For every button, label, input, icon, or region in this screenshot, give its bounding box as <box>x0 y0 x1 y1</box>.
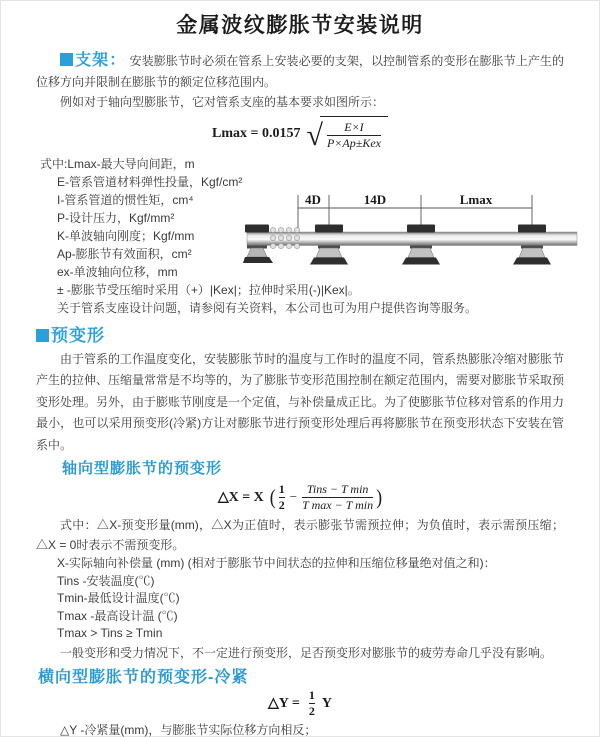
blue-square-icon <box>60 53 73 66</box>
definition-line: E-管系管道材料弹性投量，Kgf/cm² <box>57 174 243 189</box>
pipe-support-diagram <box>243 188 595 290</box>
variable-line: Tmin-最低设计温度(℃) <box>57 591 180 605</box>
lateral-note: △Y -冷紧量(mm)，与膨胀节实际位移方向相反； <box>60 722 317 737</box>
dim-label-14d: 14D <box>363 192 387 207</box>
delta-y-formula <box>0 690 600 718</box>
definition-line: I-管系管道的惯性矩，cm⁴ <box>57 192 194 207</box>
definition-line: P-设计压力，Kgf/mm² <box>57 210 175 225</box>
definition-line: ex-单波轴向位移，mm <box>57 264 178 279</box>
support-section-heading <box>60 52 126 69</box>
variable-line: X-实际轴向补偿量 (mm) (相对于膨胀节中间状态的拉伸和压缩位移量绝对值之和)： <box>57 556 496 570</box>
variable-line: Tmax > Tins ≥ Tmin <box>57 626 163 640</box>
temperature-fraction <box>302 482 373 513</box>
half-fraction <box>279 482 285 513</box>
lmax-fraction-numerator: E×I <box>344 120 364 134</box>
axial-variable-list <box>57 555 564 643</box>
close-paren: ) <box>376 484 383 509</box>
variable-line: Tins -安装温度(℃) <box>57 573 155 588</box>
lateral-subheading: 横向型膨胀节的预变形-冷紧 <box>38 668 249 686</box>
radical-sign: √ <box>306 118 323 152</box>
half-numerator: 1 <box>278 481 285 496</box>
definition-line: Ap-膨胀节有效面积，cm² <box>57 246 192 261</box>
blue-square-icon <box>36 329 49 342</box>
half-fraction <box>309 688 315 719</box>
axial-note: 一般变形和受力情况下，不一定进行预变形，足否预变形对膨胀节的疲劳寿命几乎没有影响。 <box>60 645 553 660</box>
temperature-fraction-numerator: Tins − T min <box>306 481 369 496</box>
half-denominator: 2 <box>278 497 285 512</box>
lmax-fraction-denominator: P×Ap±Kex <box>326 136 381 150</box>
lmax-fraction <box>327 120 381 151</box>
minus-operator: − <box>289 489 298 504</box>
delta-x-formula <box>0 481 600 513</box>
sqrt-body <box>320 116 388 151</box>
definition-line: K-单波轴向刚度；Kgf/mm <box>57 228 195 243</box>
delta-y-lhs: △Y = <box>268 696 300 711</box>
predeform-body: 由于管系的工作温度变化，安装膨胀节时的温度与工作时的温度不同，管系热膨胀冷缩对膨胀节产生的拉伸、压缩量常常是不均等的，为了膨胀节变形范围控制在额定范围内，需要对膨胀节采取预变形处理。另外，由于膨账节刚度是一个定值，与补偿量成正比。为了使膨胀节位移对管系的作用力最小，也可以采用预变形(冷紧)方让对膨胀节进行预变形处理后再将膨胀节在预变形状态下安装在管系中。 <box>36 351 565 452</box>
predeform-heading-label: 预变形 <box>51 325 105 345</box>
temperature-fraction-denominator: T max − T min <box>302 497 374 512</box>
page-title: 金属波纹膨胀节安装说明 <box>176 14 424 37</box>
lmax-formula-lhs: Lmax = 0.0157 <box>212 125 301 141</box>
support-example-line: 例如对于轴向型膨胀节，它对管系支座的基本要求如图所示： <box>60 95 385 109</box>
definition-line: ± -膨胀节受压缩时采用（+）|Kex|；拉伸时采用(-)|Kex|。 <box>57 282 360 297</box>
delta-y-rhs: Y <box>321 695 332 711</box>
dim-label-lmax: Lmax <box>459 192 493 207</box>
sqrt-expression <box>307 116 388 151</box>
definition-line: 式中:Lmax-最大导向间距，m <box>40 156 195 171</box>
dim-label-4d: 4D <box>305 192 321 207</box>
predeform-section-heading <box>36 325 564 347</box>
axial-subheading: 轴向型膨胀节的预变形 <box>62 460 223 477</box>
open-paren: ( <box>269 484 276 509</box>
support-intro-text: 安装膨胀节时必须在管系上安装必要的支架，以控制管系的变形在膨胀节上产生的位移方向并限制在膨胀节的额定位移范围内。 <box>36 54 564 89</box>
delta-x-lhs: △X = X <box>217 489 264 505</box>
lmax-formula <box>0 117 600 151</box>
support-intro-paragraph <box>36 51 564 92</box>
definition-note: 关于管系支座设计问题，请参阅有关资料，本公司也可为用户提供咨询等服务。 <box>57 300 478 315</box>
half-denominator: 2 <box>308 704 315 718</box>
axial-explain: 式中：△X-预变形量(mm)，△X为正值时，表示膨张节需预拉伸；为负值时，表示需预压缩；△X = 0时表示不需预变形。 <box>36 518 564 552</box>
half-numerator: 1 <box>308 688 315 702</box>
variable-line: Tmax -最高设计温 (℃) <box>57 608 178 623</box>
support-heading-label: 支架： <box>75 52 127 69</box>
